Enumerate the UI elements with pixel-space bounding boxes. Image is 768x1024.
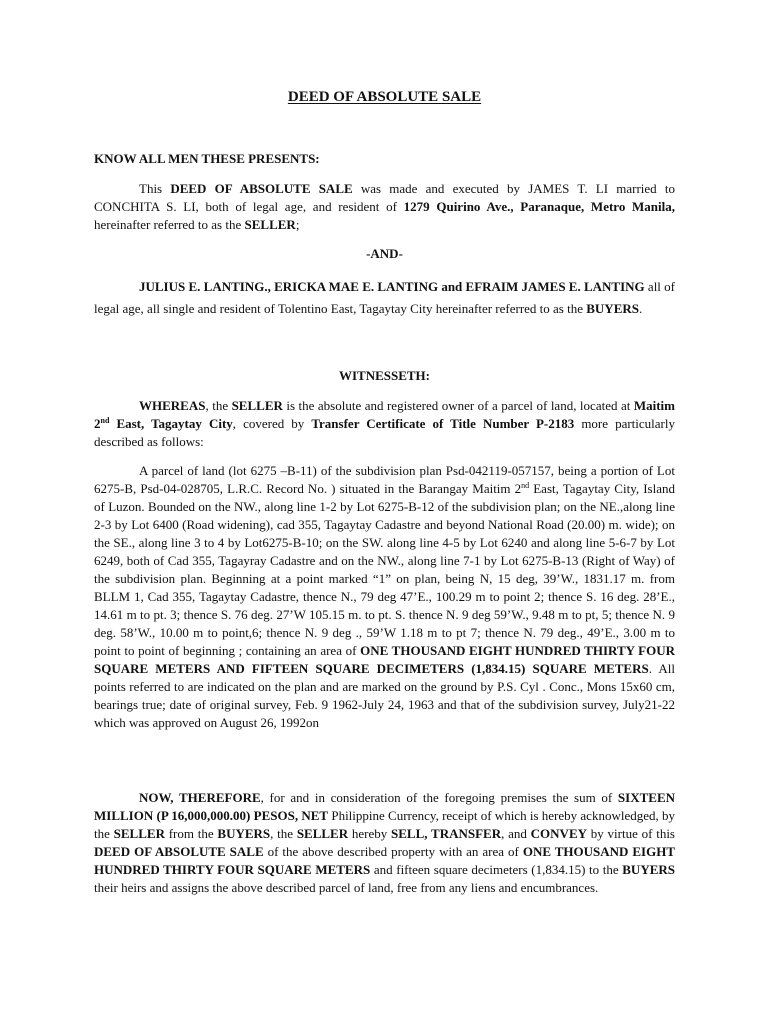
witnesseth-heading: WITNESSETH: xyxy=(338,368,431,383)
paragraph-whereas: WHEREAS, the SELLER is the absolute and registered owner of a parcel of land, located at Maitim 2nd East, Tagaytay City, covered by Transfer Certificate of Title Number P-2183 more particularly described as follows: xyxy=(94,398,675,449)
paragraph-parties-seller: This DEED OF ABSOLUTE SALE was made and executed by JAMES T. LI married to CONCHITA S. LI, both of legal age, and resident of 1279 Quirino Ave., Paranaque, Metro Manila, hereinafter referred to as the SELLER; xyxy=(94,181,675,232)
and-separator: -AND- xyxy=(366,246,403,261)
paragraph-now-therefore: NOW, THEREFORE, for and in consideration of the foregoing premises the sum of SIXTEEN MILLION (P 16,000,000.00) PESOS, NET Philippine Currency, receipt of which is hereby acknowledged, by the SELLER from the BUYERS, the SELLER hereby SELL, TRANSFER, and CONVEY by virtue of this DEED OF ABSOLUTE SALE of the above described property with an area of ONE THOUSAND EIGHT HUNDRED THIRTY FOUR SQUARE METERS and fifteen square decimeters (1,834.15) to the BUYERS their heirs and assigns the above described parcel of land, free from any liens and encumbrances. xyxy=(94,790,676,895)
know-all-heading: KNOW ALL MEN THESE PRESENTS: xyxy=(94,151,320,166)
paragraph-land-description: A parcel of land (lot 6275 –B-11) of the subdivision plan Psd-042119-057157, being a portion of Lot 6275-B, Psd-04-028705, L.R.C. Record No. ) situated in the Barangay Maitim 2nd East, Tagaytay City, Island of Luzon. Bounded on the NW., along line 1-2 by Lot 6275-B-12 of the subdivision plan; on the NE.,along line 2-3 by Lot 6400 (Road widening), cad 355, Tagaytay Cadastre and beyond National Road (20.00) m. wide); on the SE., along line 3 to 4 by Lot6275-B-10; on the SW. along line 4-5 by Lot 6240 and along line 5-6-7 by Lot 6249, both of Cad 355, Tagayray Cadastre and on the NW., along line 7-1 by Lot 6275-B-13 (Right of Way) of the subdivision plan. Beginning at a point marked “1” on plan, being N, 15 deg, 39’W., 1831.17 m. from BLLM 1, Cad 355, Tagaytay Cadastre, thence N., 79 deg 47’E., 100.29 m to point 2; thence S. 16 deg. 28’E., 14.61 m to pt. 3; thence S. 76 deg. 27’W 105.15 m. to pt. S. thence N. 9 deg 59’W., 9.48 m to pt, 5; thence N. 9 deg. 58’W., 10.00 m to point,6; thence N. 9 deg ., 59’W 1.18 m to pt 7; thence N. 79 deg., 49’E., 3.00 m to point to point of beginning ; containing an area of ONE THOUSAND EIGHT HUNDRED THIRTY FOUR SQUARE METERS AND FIFTEEN SQUARE DECIMETERS (1,834.15) SQUARE METERS. All points referred to are indicated on the plan and are marked on the ground by P.S. Cyl . Conc., Mons 15x60 cm, bearings true; date of original survey, Feb. 9 1962-July 24, 1963 and that of the subdivision survey, July21-22 which was approved on August 26, 1992on xyxy=(94,463,676,730)
document-title: DEED OF ABSOLUTE SALE xyxy=(287,89,482,105)
paragraph-parties-buyers: JULIUS E. LANTING., ERICKA MAE E. LANTING and EFRAIM JAMES E. LANTING all of legal age, all single and resident of Tolentino East, Tagaytay City hereinafter referred to as the BUYERS. xyxy=(94,279,675,316)
